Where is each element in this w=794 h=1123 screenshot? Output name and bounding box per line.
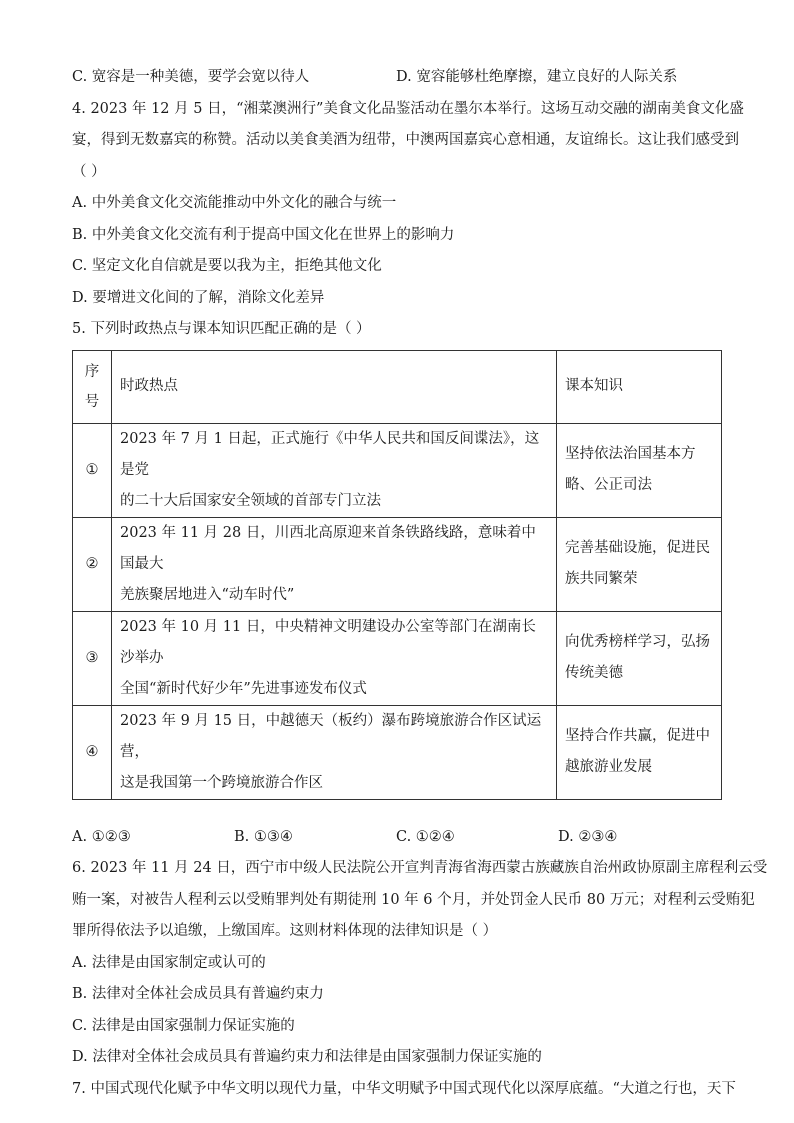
header-hot-topic: 时政热点 <box>112 350 557 423</box>
row-knowledge: 向优秀榜样学习，弘扬 传统美德 <box>557 611 722 705</box>
q4-answer-blank: （ ） <box>72 163 106 180</box>
q5-options <box>72 822 722 854</box>
row-hot-topic: 2023 年 9 月 15 日，中越德天（板约）瀑布跨境旅游合作区试运营， 这是我国第一个跨境旅游合作区 <box>112 705 557 799</box>
row-number: ② <box>73 517 112 611</box>
row-knowledge: 坚持合作共赢，促进中 越旅游业发展 <box>557 705 722 799</box>
q4-option-a[interactable]: A. 中外美食文化交流能推动中外文化的融合与统一 <box>72 195 397 211</box>
q3-option-c[interactable]: C. 宽容是一种美德，要学会宽以待人 <box>72 69 310 85</box>
q5-table <box>72 350 722 800</box>
table-header-row <box>73 350 722 423</box>
row-knowledge: 完善基础设施，促进民 族共同繁荣 <box>557 517 722 611</box>
q6-stem-line: 6. 2023 年 11 月 24 日，西宁市中级人民法院公开宣判青海省海西蒙古族藏族自治州政协原副主席程利云受 <box>72 860 768 876</box>
table-row <box>73 423 722 517</box>
question-7 <box>72 1074 736 1106</box>
question-4 <box>72 94 744 315</box>
row-number: ④ <box>73 705 112 799</box>
row-knowledge: 坚持依法治国基本方 略、公正司法 <box>557 423 722 517</box>
exam-page <box>72 62 768 1105</box>
q6-option-b[interactable]: B. 法律对全体社会成员具有普遍约束力 <box>72 986 324 1002</box>
q7-stem-line: 7. 中国式现代化赋予中华文明以现代力量，中华文明赋予中国式现代化以深厚底蕴。“大道之行也，天下 <box>72 1080 736 1097</box>
header-knowledge: 课本知识 <box>557 350 722 423</box>
table-row <box>73 517 722 611</box>
q5-option-b[interactable]: B. ①③④ <box>234 828 293 845</box>
question-5 <box>72 314 722 853</box>
q4-stem-line: 4. 2023 年 12 月 5 日，“湘菜澳洲行”美食文化品鉴活动在墨尔本举行。这场互动交融的湖南美食文化盛 <box>72 100 744 117</box>
question-6 <box>72 853 768 1074</box>
row-number: ① <box>73 423 112 517</box>
q6-stem-line: 贿一案，对被告人程利云以受贿罪判处有期徒刑 10 年 6 个月，并处罚金人民币 80 万元；对程利云受贿犯 <box>72 891 755 908</box>
q6-option-a[interactable]: A. 法律是由国家制定或认可的 <box>72 954 266 971</box>
table-row <box>73 611 722 705</box>
q6-stem-line: 罪所得依法予以追缴，上缴国库。这则材料体现的法律知识是（ ） <box>72 923 498 939</box>
q4-option-c[interactable]: C. 坚定文化自信就是要以我为主，拒绝其他文化 <box>72 258 382 274</box>
q4-stem-line: 宴，得到无数嘉宾的称赞。活动以美食美酒为纽带，中澳两国嘉宾心意相通，友谊绵长。这让我们感受到 <box>72 132 739 148</box>
q3-options-cd <box>72 62 722 94</box>
q5-option-c[interactable]: C. ①②④ <box>396 828 455 845</box>
row-number: ③ <box>73 611 112 705</box>
row-hot-topic: 2023 年 11 月 28 日，川西北高原迎来首条铁路线路，意味着中国最大 羌族聚居地进入“动车时代” <box>112 517 557 611</box>
table-row <box>73 705 722 799</box>
row-hot-topic: 2023 年 7 月 1 日起，正式施行《中华人民共和国反间谍法》，这是党 的二十大后国家安全领域的首部专门立法 <box>112 423 557 517</box>
q4-option-d[interactable]: D. 要增进文化间的了解，消除文化差异 <box>72 289 325 306</box>
header-number-cell: 序 号 <box>73 350 112 423</box>
q5-option-d[interactable]: D. ②③④ <box>558 828 618 845</box>
q5-stem: 5. 下列时政热点与课本知识匹配正确的是（ ） <box>72 321 371 337</box>
q6-option-d[interactable]: D. 法律对全体社会成员具有普遍约束力和法律是由国家强制力保证实施的 <box>72 1049 542 1065</box>
q6-option-c[interactable]: C. 法律是由国家强制力保证实施的 <box>72 1017 295 1034</box>
row-hot-topic: 2023 年 10 月 11 日，中央精神文明建设办公室等部门在湖南长沙举办 全国“新时代好少年”先进事迹发布仪式 <box>112 611 557 705</box>
q3-option-d[interactable]: D. 宽容能够杜绝摩擦，建立良好的人际关系 <box>396 69 678 85</box>
q5-option-a[interactable]: A. ①②③ <box>72 828 131 845</box>
q4-option-b[interactable]: B. 中外美食文化交流有利于提高中国文化在世界上的影响力 <box>72 226 455 243</box>
